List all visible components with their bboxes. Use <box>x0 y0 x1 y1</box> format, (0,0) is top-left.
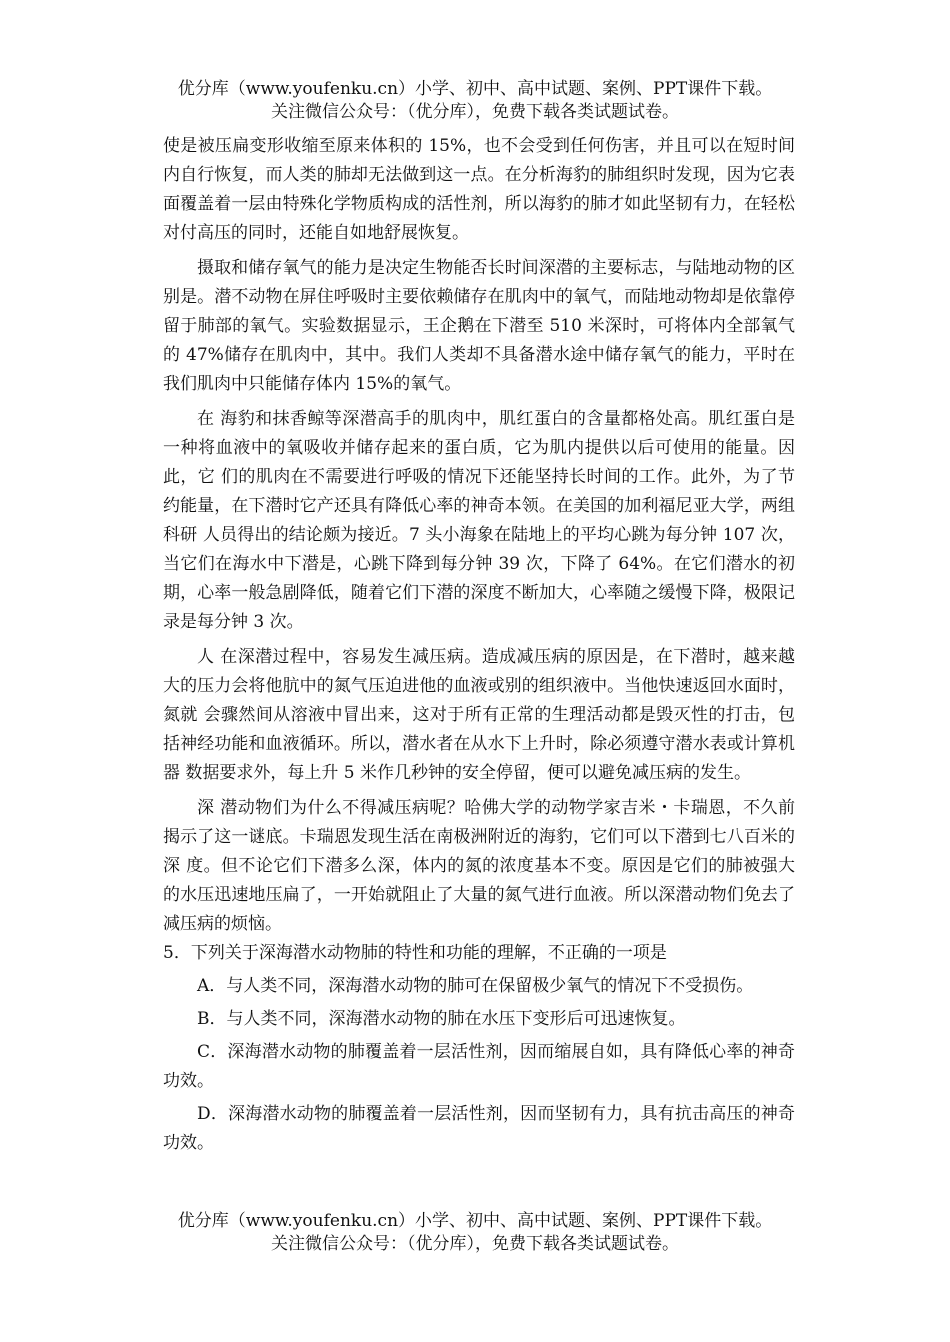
question-stem: 5．下列关于深海潜水动物肺的特性和功能的理解，不正确的一项是 <box>163 943 667 963</box>
option-d: D．深海潜水动物的肺覆盖着一层活性剂，因而坚韧有力，具有抗击高压的神奇功效。 <box>163 1104 795 1153</box>
header-line-1: 优分库（www.youfenku.cn）小学、初中、高中试题、案例、PPT课件下载。 <box>177 79 773 99</box>
page-footer <box>150 1210 800 1256</box>
page-header <box>150 78 800 124</box>
paragraph-5: 深 潜动物们为什么不得减压病呢？哈佛大学的动物学家吉米・卡瑞恩，不久前揭示了这一谜底。卡瑞恩发现生活在南极洲附近的海豹，它们可以下潜到七八百米的深 度。但不论它们下潜多么深，体内的氮的浓度基本不变。原因是它们的肺被强大的水压迅速地压扁了，一开始就阻止了大量的氮气进行血液。所以深潜动物们免去了 减压病的烦恼。 <box>163 798 795 934</box>
header-line-2: 关注微信公众号：（优分库），免费下载各类试题试卷。 <box>271 102 679 122</box>
paragraph-4: 人 在深潜过程中，容易发生减压病。造成减压病的原因是，在下潜时，越来越大的压力会将他肮中的氮气压迫进他的血液或别的组织液中。当他快速返回水面时，氮就 会骤然间从溶液中冒出来，这对于所有正常的生理活动都是毁灭性的打击，包括神经功能和血液循环。所以，潜水者在从水下上升时，除必须遵守潜水表或计算机器 数据要求外，每上升 5 米作几秒钟的安全停留，便可以避免减压病的发生。 <box>163 647 795 783</box>
option-b: B．与人类不同，深海潜水动物的肺在水压下变形后可迅速恢复。 <box>197 1009 686 1029</box>
option-a: A．与人类不同，深海潜水动物的肺可在保留极少氧气的情况下不受损伤。 <box>197 976 754 996</box>
option-c: C．深海潜水动物的肺覆盖着一层活性剂，因而缩展自如，具有降低心率的神奇功效。 <box>163 1042 795 1091</box>
paragraph-1: 使是被压扁变形收缩至原来体积的 15%，也不会受到任何伤害，并且可以在短时间内自行恢复，而人类的肺却无法做到这一点。在分析海豹的肺组织时发现，因为它表面覆盖着一层由特殊化学物质构成的活性剂，所以海豹的肺才如此坚韧有力，在轻松对付高压的同时，还能自如地舒展恢复。 <box>163 136 795 243</box>
paragraph-3: 在 海豹和抹香鲸等深潜高手的肌肉中，肌红蛋白的含量都格处高。肌红蛋白是一种将血液中的氧吸收并储存起来的蛋白质，它为肌内提供以后可使用的能量。因此，它 们的肌肉在不需要进行呼吸的情况下还能坚持长时间的工作。此外，为了节约能量，在下潜时它产还具有降低心率的神奇本领。在美国的加利福尼亚大学，两组科研 人员得出的结论颇为接近。7 头小海象在陆地上的平均心跳为每分钟 107 次，当它们在海水中下潜是，心跳下降到每分钟 39 次，下降了 64%。在它们潜水的初期，心率一般急剧降低，随着它们下潜的深度不断加大，心率随之缓慢下降，极限记录是每分钟 3 次。 <box>163 409 795 632</box>
footer-line-2: 关注微信公众号：（优分库），免费下载各类试题试卷。 <box>271 1234 679 1254</box>
paragraph-2: 摄取和储存氧气的能力是决定生物能否长时间深潜的主要标志，与陆地动物的区别是。潜不动物在屏住呼吸时主要依赖储存在肌肉中的氧气，而陆地动物却是依靠停留于肺部的氧气。实验数据显示，王企鹅在下潜至 510 米深时，可将体内全部氧气的 47%储存在肌肉中，其中。我们人类却不具备潜水途中储存氧气的能力，平时在我们肌肉中只能储存体内 15%的氧气。 <box>163 258 795 394</box>
document-body <box>163 132 795 1158</box>
footer-line-1: 优分库（www.youfenku.cn）小学、初中、高中试题、案例、PPT课件下载。 <box>177 1211 773 1231</box>
